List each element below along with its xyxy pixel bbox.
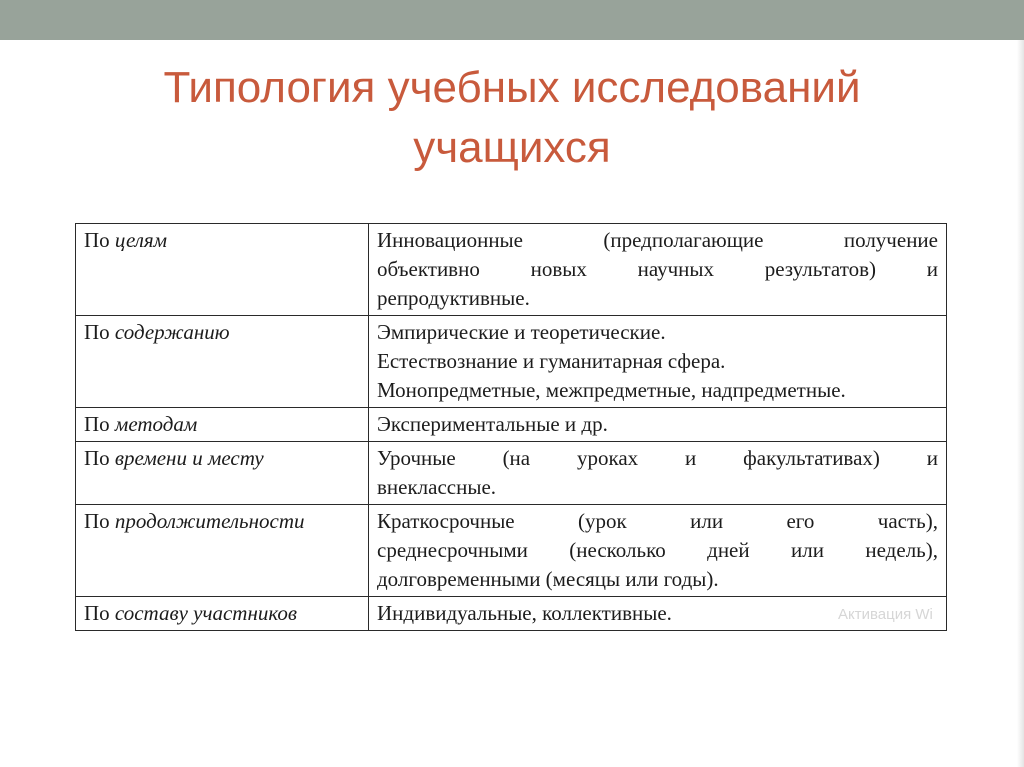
table-row bbox=[76, 597, 947, 631]
criterion-prefix: По bbox=[84, 320, 115, 344]
table-row bbox=[76, 408, 947, 442]
criterion-cell bbox=[76, 442, 369, 505]
criterion-name: методам bbox=[114, 412, 198, 436]
criterion-cell bbox=[76, 408, 369, 442]
criterion-name: составу участников bbox=[114, 601, 298, 625]
criterion-name: времени и месту bbox=[114, 446, 264, 470]
criterion-prefix: По bbox=[84, 509, 115, 533]
table-row bbox=[76, 316, 947, 408]
description-line: Индивидуальные, коллективные. bbox=[377, 601, 672, 625]
criterion-prefix: По bbox=[84, 446, 115, 470]
description-line: Краткосрочные (урок или его часть), bbox=[377, 509, 938, 533]
criterion-prefix: По bbox=[84, 228, 115, 252]
title-line-2: учащихся bbox=[413, 123, 611, 172]
description-cell bbox=[369, 316, 947, 408]
criterion-cell bbox=[76, 505, 369, 597]
criterion-prefix: По bbox=[84, 412, 115, 436]
description-cell bbox=[369, 505, 947, 597]
description-line: Естествознание и гуманитарная сфера. bbox=[377, 349, 726, 373]
description-line: Эмпирические и теоретические. bbox=[377, 320, 666, 344]
description-line: внеклассные. bbox=[377, 475, 497, 499]
typology-table-container bbox=[75, 223, 947, 631]
description-line: Инновационные (предполагающие получение bbox=[377, 228, 938, 252]
title-line-1: Типология учебных исследований bbox=[163, 63, 861, 112]
table-row bbox=[76, 505, 947, 597]
table-row bbox=[76, 224, 947, 316]
criterion-cell bbox=[76, 316, 369, 408]
slide-title bbox=[0, 58, 1024, 178]
description-cell bbox=[369, 442, 947, 505]
criterion-name: продолжительности bbox=[114, 509, 305, 533]
description-line: среднесрочными (несколько дней или недель), bbox=[377, 538, 938, 562]
description-line: Монопредметные, межпредметные, надпредметные. bbox=[377, 378, 846, 402]
description-cell bbox=[369, 224, 947, 316]
description-line: Экспериментальные и др. bbox=[377, 412, 608, 436]
description-line: Урочные (на уроках и факультативах) и bbox=[377, 446, 938, 470]
description-line: долговременными (месяцы или годы). bbox=[377, 567, 719, 591]
activation-watermark: Активация Wi bbox=[838, 606, 933, 623]
typology-table bbox=[75, 223, 947, 631]
criterion-name: содержанию bbox=[114, 320, 230, 344]
table-row bbox=[76, 442, 947, 505]
description-line: объективно новых научных результатов) и bbox=[377, 257, 938, 281]
criterion-prefix: По bbox=[84, 601, 115, 625]
criterion-cell bbox=[76, 224, 369, 316]
description-cell bbox=[369, 408, 947, 442]
top-bar bbox=[0, 0, 1024, 40]
criterion-name: целям bbox=[114, 228, 168, 252]
criterion-cell bbox=[76, 597, 369, 631]
description-line: репродуктивные. bbox=[377, 286, 530, 310]
